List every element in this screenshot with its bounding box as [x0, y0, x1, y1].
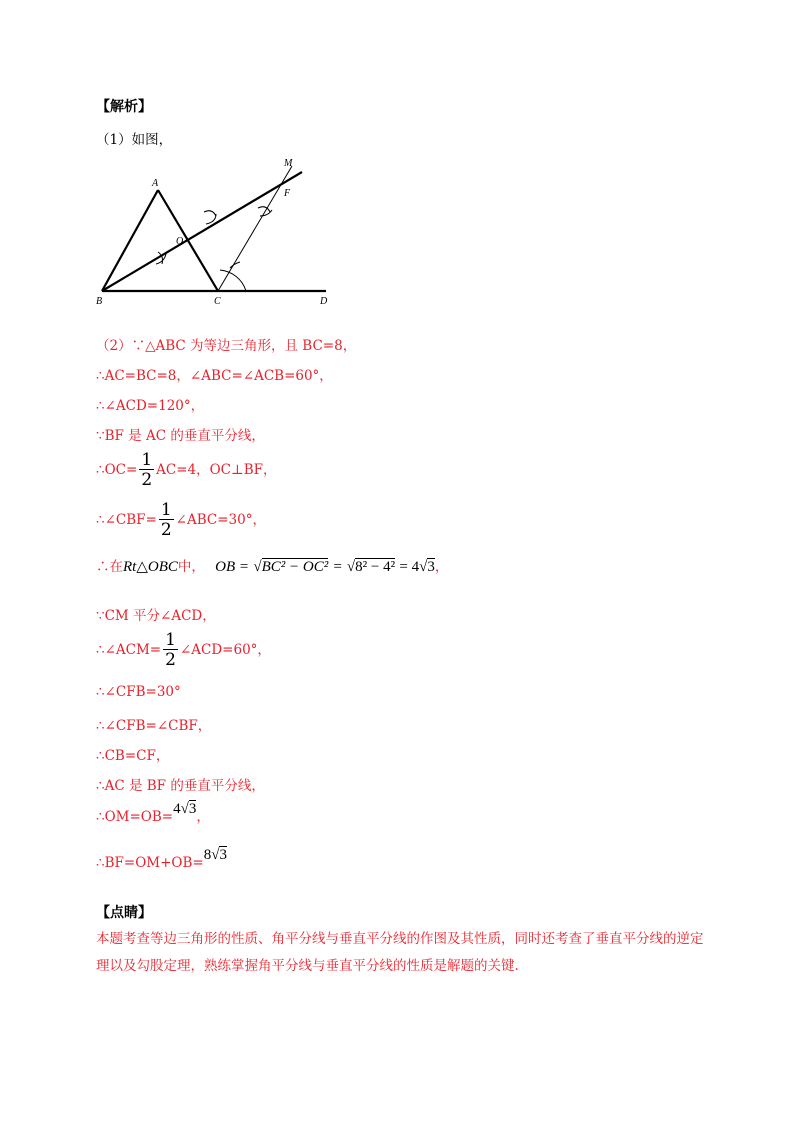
step-5: ∴OC= $\frac{1}{2}$ AC=4，OC⊥BF，: [96, 450, 277, 490]
label-c: C: [214, 296, 221, 307]
part1-label: （1）如图，: [96, 132, 173, 148]
step-12: ∴CB=CF，: [96, 748, 170, 764]
step-14: ∴OM=OB=4√3，: [96, 801, 210, 825]
step-13: ∴AC 是 BF 的垂直平分线，: [96, 778, 265, 794]
geometry-figure: [90, 152, 340, 308]
step-8: ∵CM 平分∠ACD，: [96, 608, 216, 624]
analysis-heading: 【解析】: [96, 99, 152, 115]
comment-heading: 【点睛】: [96, 905, 152, 921]
label-b: B: [96, 296, 103, 307]
arc-mark-1: [204, 211, 216, 216]
step-10: ∴∠CFB=30°: [96, 684, 181, 700]
step-7: ∴在Rt△OBC中， OB = √BC² − OC² = √8² − 4² = 4√3，: [96, 559, 449, 575]
step-1: （2）∵△ABC 为等边三角形，且 BC=8，: [96, 338, 357, 354]
step-4: ∵BF 是 AC 的垂直平分线，: [96, 428, 265, 444]
step-9: ∴∠ACM= $\frac{1}{2}$ ∠ACD=60°，: [96, 630, 271, 670]
step-11: ∴∠CFB=∠CBF，: [96, 718, 212, 734]
label-o: O: [176, 236, 184, 247]
label-f: F: [284, 188, 291, 199]
step-3: ∴∠ACD=120°，: [96, 398, 205, 414]
label-m: M: [284, 158, 293, 169]
segment-ab: [102, 190, 158, 291]
label-d: D: [320, 296, 328, 307]
step-15: ∴BF=OM+OB=8√3: [96, 847, 227, 871]
step-2: ∴AC=BC=8，∠ABC=∠ACB=60°，: [96, 368, 333, 384]
fraction-half: $\frac{1}{2}$: [160, 500, 172, 540]
label-a: A: [152, 178, 159, 189]
fraction-half: $\frac{1}{2}$: [141, 450, 153, 490]
fraction-half: $\frac{1}{2}$: [165, 630, 176, 670]
arc-mark-3: [258, 207, 270, 212]
ray-bm: [102, 172, 302, 291]
comment-text: 本题考查等边三角形的性质、角平分线与垂直平分线的作图及其性质，同时还考查了垂直平分线的逆定理以及勾股定理，熟练掌握角平分线与垂直平分线的性质是解题的关键.: [96, 931, 704, 974]
step-6: ∴∠CBF= $\frac{1}{2}$ ∠ABC=30°，: [96, 500, 266, 540]
